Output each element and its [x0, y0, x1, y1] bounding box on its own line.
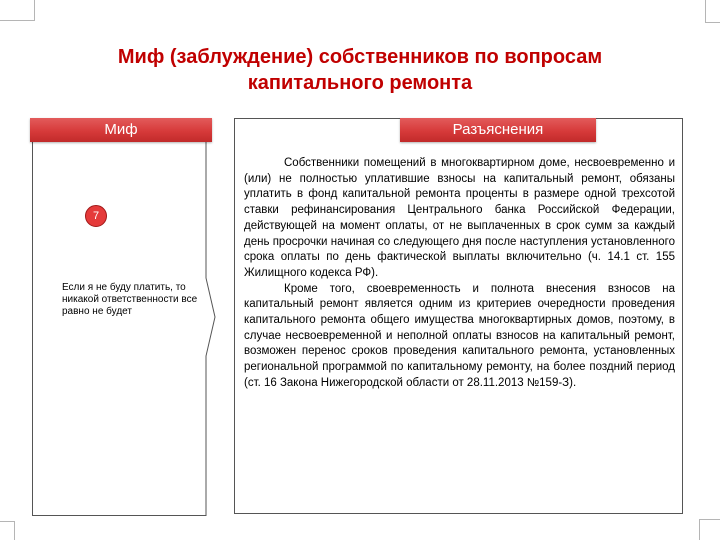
myth-statement: Если я не буду платить, то никакой ответственности все равно не будет	[62, 282, 198, 317]
explanation-paragraph: Собственники помещений в многоквартирном доме, несвоевременно и (или) не полностью уплатившие взносы на капитальный ремонт, обязаны уплатить в фонд капитальной ремонта проценты в размере одной трехсотой ставки рефинансирования Центрального банка Российской Федерации, действующей на момент оплаты, от не выплаченных в срок сумм за каждый день просрочки начиная со следующего дня после наступления установленного срока оплаты по день фактической выплаты включительно (ч. 14.1 ст. 155 Жилищного кодекса РФ).	[244, 157, 675, 279]
corner-mark-bottom-left	[0, 521, 15, 540]
corner-mark-bottom-right	[699, 519, 720, 540]
explanation-paragraph: Кроме того, своевременность и полнота внесения взносов на капитальный ремонт является одним из критериев очередности проведения капитального ремонта общего имущества многоквартирных домов, поэтому, в случае несвоевременной и неполной оплаты взносов на капитальный ремонт, возможен перенос сроков проведения капитального ремонта, установленных региональной программой по капитальному ремонту, на более поздний период (ст. 16 Закона Нижегородской области от 28.11.2013 №159-З).	[244, 282, 675, 389]
slide-title: Миф (заблуждение) собственников по вопросам капитального ремонта	[117, 46, 603, 94]
explanation-body	[244, 156, 675, 392]
myth-header-badge: Миф	[30, 118, 212, 142]
corner-mark-top-right	[705, 0, 720, 23]
corner-mark-top-left	[0, 0, 35, 21]
myth-number-badge: 7	[85, 205, 107, 227]
explanation-header-badge: Разъяснения	[400, 118, 596, 142]
